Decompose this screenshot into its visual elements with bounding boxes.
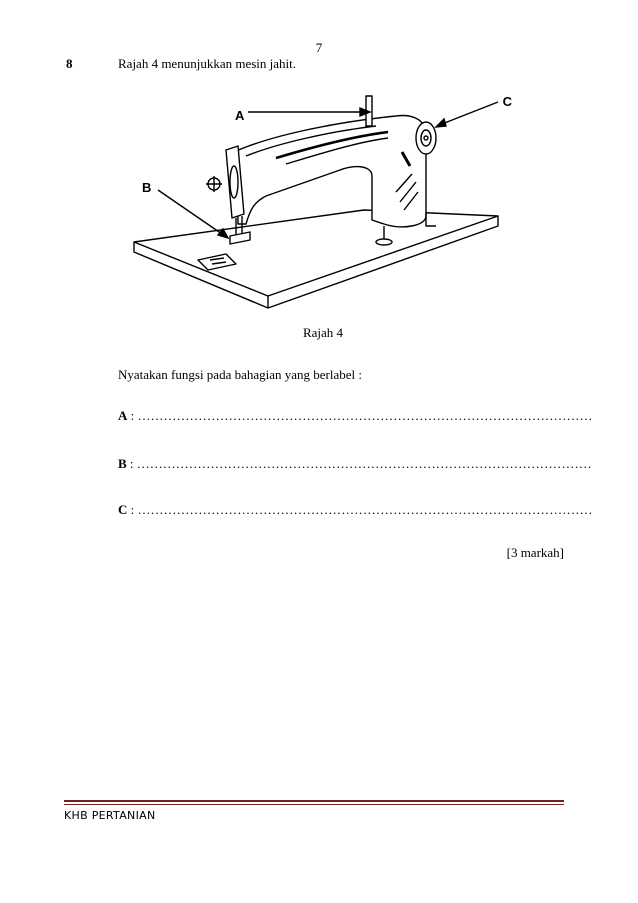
marks-label: [3 markah] bbox=[506, 545, 564, 560]
answer-dots-c: : …………………………………………………………………………………………… bbox=[127, 502, 593, 517]
sewing-machine-figure bbox=[126, 84, 512, 319]
footer-divider-thin bbox=[64, 804, 564, 805]
label-a: A bbox=[235, 108, 245, 123]
label-c: C bbox=[502, 94, 512, 109]
answer-dots-a: : …………………………………………………………………………………………… bbox=[127, 408, 593, 423]
figure-caption: Rajah 4 bbox=[302, 325, 344, 340]
label-b: B bbox=[142, 180, 152, 195]
footer-text: KHB PERTANIAN bbox=[64, 809, 156, 822]
answer-label-c: C bbox=[118, 502, 128, 517]
sewing-machine-illustration bbox=[126, 84, 512, 314]
question-number: 8 bbox=[66, 56, 73, 71]
answer-dots-b: : …………………………………………………………………………………………… bbox=[126, 456, 592, 471]
instruction-text: Nyatakan fungsi pada bahagian yang berlabel : bbox=[118, 367, 363, 382]
question-text: Rajah 4 menunjukkan mesin jahit. bbox=[118, 56, 296, 71]
answer-line-b[interactable] bbox=[118, 456, 592, 472]
answer-line-a[interactable] bbox=[118, 408, 593, 424]
answer-label-a: A bbox=[118, 408, 128, 423]
answer-label-b: B bbox=[118, 456, 127, 471]
footer-divider bbox=[64, 800, 564, 802]
answer-line-c[interactable] bbox=[118, 502, 593, 518]
page-number: 7 bbox=[315, 40, 323, 55]
